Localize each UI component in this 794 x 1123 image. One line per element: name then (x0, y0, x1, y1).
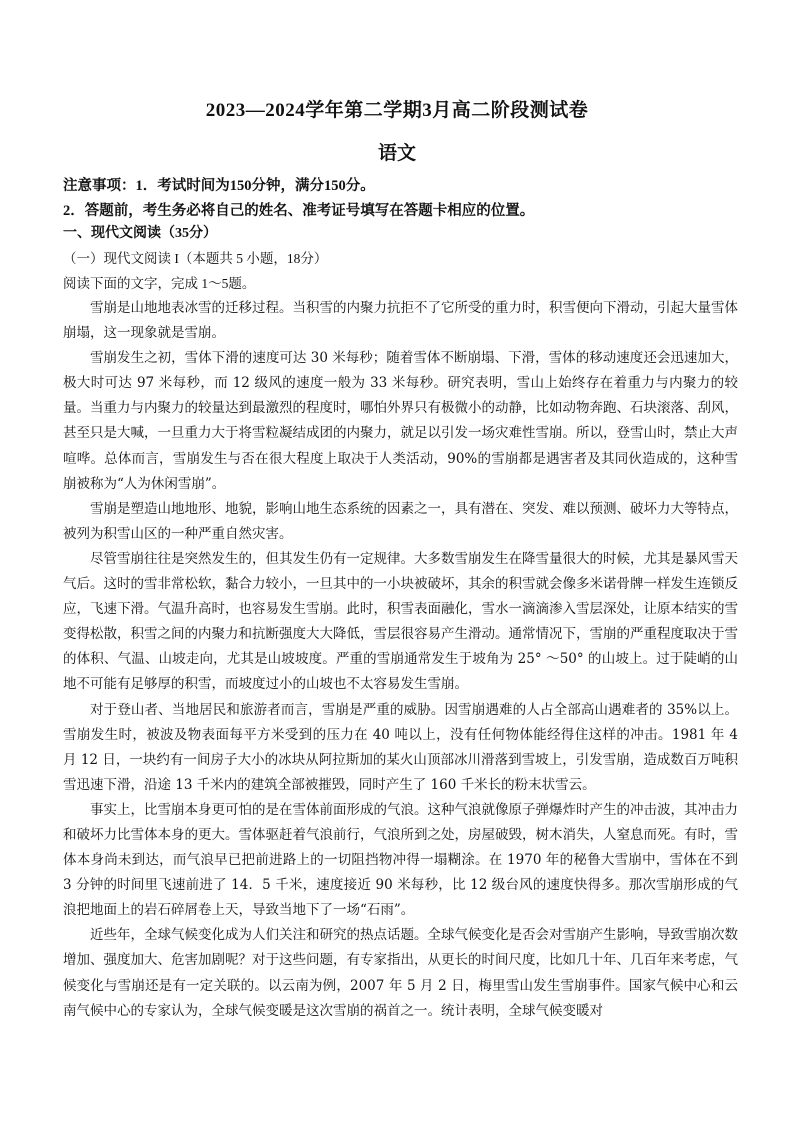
passage-paragraph: 雪崩发生之初，雪体下滑的速度可达 30 米每秒；随着雪体不断崩塌、下滑，雪体的移动速度还会迅速加大，极大时可达 97 米每秒，而 12 级风的速度一般为 33 米每秒。研究表明，雪山上始终存在着重力与内聚力的较量。当重力与内聚力的较量达到最激烈的程度时，哪怕外界只有极微小的动静，比如动物奔跑、石块滚落、刮风，甚至只是大喊，一旦重力大于将雪粒凝结成团的内聚力，就足以引发一场灾难性雪崩。所以，登雪山时，禁止大声喧哗。总体而言，雪崩发生与否在很大程度上取决于人类活动，90%的雪崩都是遇害者及其同伙造成的，这种雪崩被称为“人为休闲雪崩”。 (63, 350, 738, 492)
subsection-heading: （一）现代文阅读 I（本题共 5 小题，18分） (63, 251, 328, 266)
reading-instruction: 阅读下面的文字，完成 1～5题。 (63, 276, 256, 291)
reading-passage (63, 296, 738, 1024)
section-heading: 一、现代文阅读（35分） (63, 226, 217, 241)
passage-paragraph: 雪崩是塑造山地地形、地貌，影响山地生态系统的因素之一，具有潜在、突发、难以预测、破坏力大等特点，被列为积雪山区的一种严重自然灾害。 (63, 500, 738, 542)
passage-paragraph: 对于登山者、当地居民和旅游者而言，雪崩是严重的威胁。因雪崩遇难的人占全部高山遇难者的 35%以上。雪崩发生时，被波及物表面每平方米受到的压力在 40 吨以上，没有任何物体能经得住这样的冲击。1981 年 4 月 12 日，一块约有一间房子大小的冰块从阿拉斯加的某火山顶部冰川滑落到雪坡上，引发雪崩，造成数百万吨积雪迅速下滑，沿途 13 千米内的建筑全部被摧毁，同时产生了 160 千米长的粉末状雪云。 (63, 701, 738, 793)
subject-heading: 语文 (377, 143, 416, 164)
notice-line-1: 注意事项：1．考试时间为150分钟，满分150分。 (63, 178, 375, 194)
passage-paragraph: 近些年，全球气候变化成为人们关注和研究的热点话题。全球气候变化是否会对雪崩产生影响，导致雪崩次数增加、强度加大、危害加剧呢？对于这些问题，有专家指出，从更长的时间尺度，比如几十年、几百年来考虑，气候变化与雪崩还是有一定关联的。以云南为例，2007 年 5 月 2 日，梅里雪山发生雪崩事件。国家气候中心和云南气候中心的专家认为，全球气候变暖是这次雪崩的祸首之一。统计表明，全球气候变暖对 (63, 927, 738, 1019)
notice-line-2: 2．答题前，考生务必将自己的姓名、准考证号填写在答题卡相应的位置。 (63, 203, 535, 219)
passage-paragraph: 尽管雪崩往往是突然发生的，但其发生仍有一定规律。大多数雪崩发生在降雪量很大的时候，尤其是暴风雪天气后。这时的雪非常松软，黏合力较小，一旦其中的一小块被破坏，其余的积雪就会像多米诺骨牌一样发生连锁反应，飞速下滑。气温升高时，也容易发生雪崩。此时，积雪表面融化，雪水一滴滴渗入雪层深处，让原本结实的雪变得松散，积雪之间的内聚力和抗断强度大大降低，雪层很容易产生滑动。通常情况下，雪崩的严重程度取决于雪的体积、气温、山坡走向，尤其是山坡坡度。严重的雪崩通常发生于坡角为 25° ～50° 的山坡上。过于陡峭的山地不可能有足够厚的积雪，而坡度过小的山坡也不太容易发生雪崩。 (63, 550, 738, 693)
passage-paragraph: 事实上，比雪崩本身更可怕的是在雪体前面形成的气浪。这种气浪就像原子弹爆炸时产生的冲击波，其冲击力和破坏力比雪体本身的更大。雪体驱赶着气浪前行，气浪所到之处，房屋破毁，树木消失，人窒息而死。有时，雪体本身尚未到达，而气浪早已把前进路上的一切阻挡物冲得一塌糊涂。在 1970 年的秘鲁大雪崩中，雪体在不到 3 分钟的时间里飞速前进了 14．5 千米，速度接近 90 米每秒，比 12 级台风的速度快得多。那次雪崩形成的气浪把地面上的岩石碎屑卷上天，导致当地下了一场“石雨”。 (63, 801, 738, 919)
exam-title: 2023—2024学年第二学期3月高二阶段测试卷 (205, 100, 589, 121)
passage-paragraph: 雪崩是山地地表冰雪的迁移过程。当积雪的内聚力抗拒不了它所受的重力时，积雪便向下滑动，引起大量雪体崩塌，这一现象就是雪崩。 (63, 300, 738, 342)
